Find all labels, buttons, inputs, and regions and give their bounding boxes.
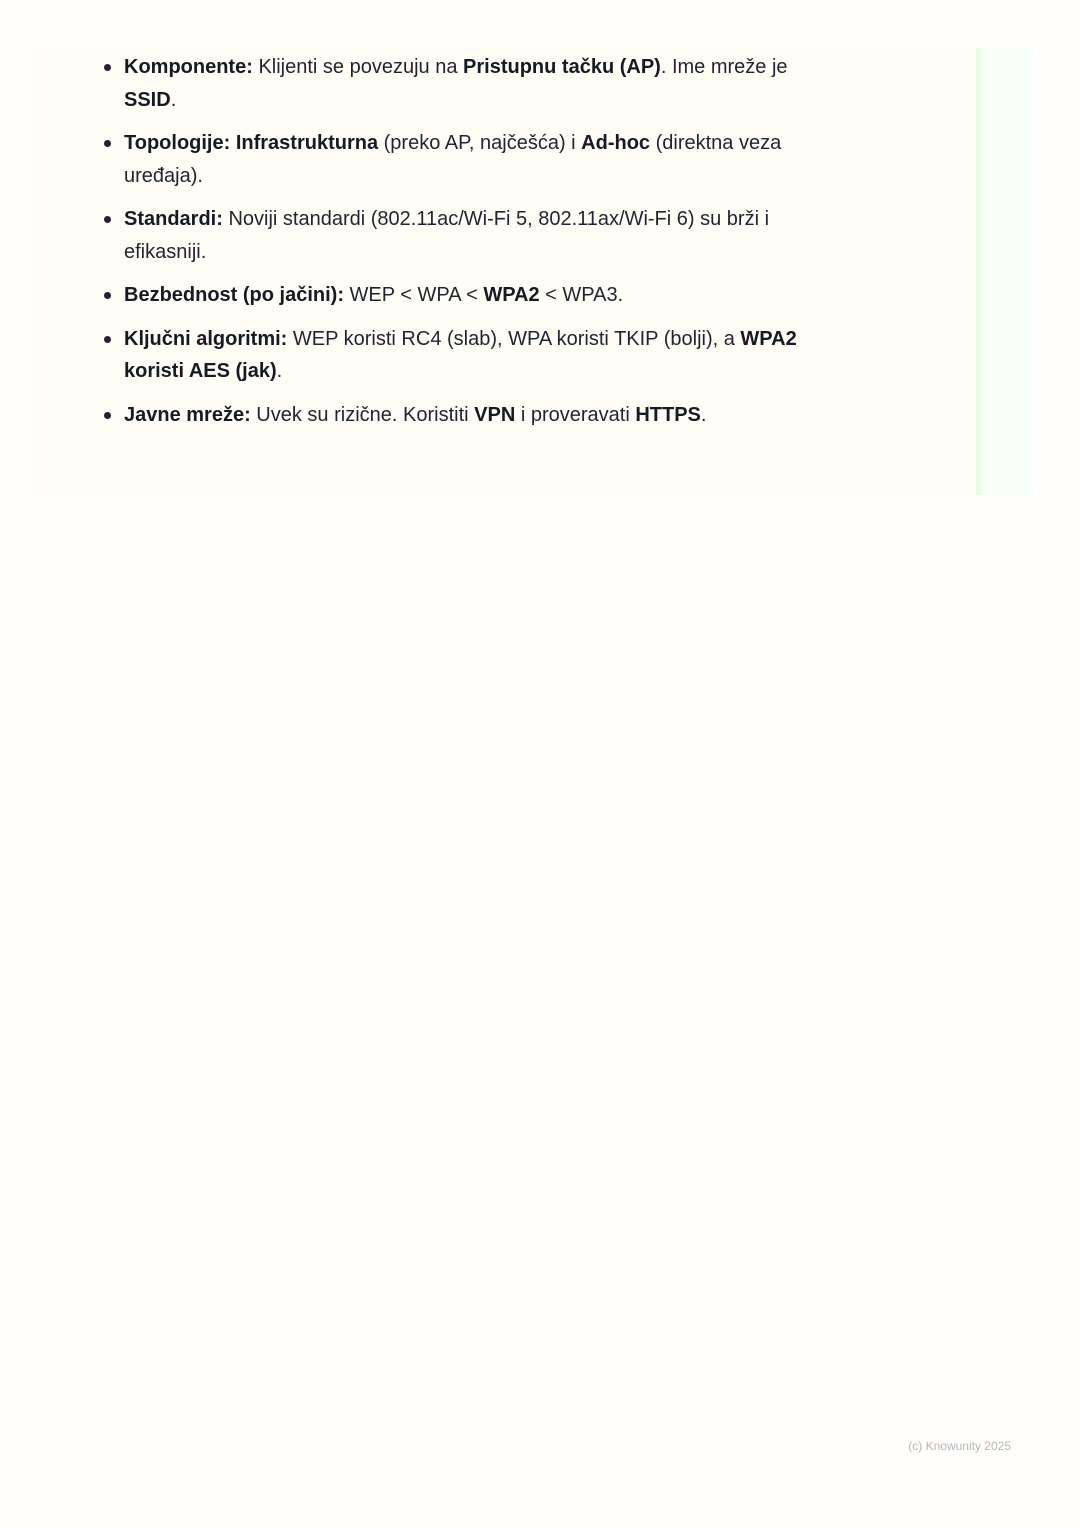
item-label: Ključni algoritmi: bbox=[124, 327, 288, 350]
copyright-footer: (c) Knowunity 2025 bbox=[908, 1439, 1011, 1453]
item-text: . bbox=[170, 88, 177, 111]
item-emphasis: Infrastrukturna bbox=[235, 132, 379, 154]
bullet-icon bbox=[104, 140, 111, 147]
item-label: Bezbednost (po jačini): bbox=[124, 284, 344, 306]
bullet-icon bbox=[104, 412, 111, 419]
summary-list bbox=[124, 51, 824, 442]
item-text: Klijenti se povezuju na bbox=[252, 56, 464, 78]
item-label: Standardi: bbox=[124, 208, 223, 230]
item-text: . Ime mreže je bbox=[660, 56, 788, 78]
item-emphasis: WPA2 koristi AES (jak) bbox=[124, 327, 797, 382]
item-label: Komponente: bbox=[124, 56, 253, 78]
item-text: WEP koristi RC4 (slab), WPA koristi TKIP (bolji), a bbox=[287, 327, 741, 350]
item-emphasis: SSID bbox=[124, 88, 171, 111]
item-text: Uvek su rizične. Koristiti bbox=[250, 403, 475, 426]
item-text: . bbox=[276, 360, 283, 382]
item-text: i proveravati bbox=[515, 403, 636, 426]
item-emphasis: VPN bbox=[474, 403, 516, 426]
list-item-public-networks bbox=[124, 399, 824, 432]
item-emphasis: WPA2 bbox=[483, 284, 540, 306]
item-text: (direktna veza uređaja). bbox=[124, 132, 782, 187]
item-emphasis: HTTPS bbox=[635, 403, 701, 426]
item-emphasis: Pristupnu tačku (AP) bbox=[463, 56, 661, 78]
item-text: WEP < WPA < bbox=[344, 284, 484, 306]
list-item-security bbox=[124, 279, 824, 312]
item-text: . bbox=[700, 403, 707, 426]
item-emphasis: Ad-hoc bbox=[581, 132, 651, 154]
item-label: Javne mreže: bbox=[124, 403, 251, 426]
item-label: Topologije: bbox=[124, 132, 231, 154]
item-text: < WPA3. bbox=[539, 284, 624, 306]
card-accent-bar bbox=[976, 48, 1032, 495]
list-item-algorithms bbox=[124, 323, 824, 388]
list-item-components bbox=[124, 51, 824, 116]
bullet-icon bbox=[104, 216, 111, 223]
list-item-standards bbox=[124, 203, 824, 268]
item-text: (preko AP, najčešća) i bbox=[378, 132, 582, 154]
list-item-topologies bbox=[124, 127, 824, 192]
bullet-icon bbox=[104, 292, 111, 299]
item-text: Noviji standardi (802.11ac/Wi-Fi 5, 802.11ax/Wi-Fi 6) su brži i efikasniji. bbox=[124, 208, 770, 263]
bullet-icon bbox=[104, 336, 111, 343]
bullet-icon bbox=[104, 64, 111, 71]
